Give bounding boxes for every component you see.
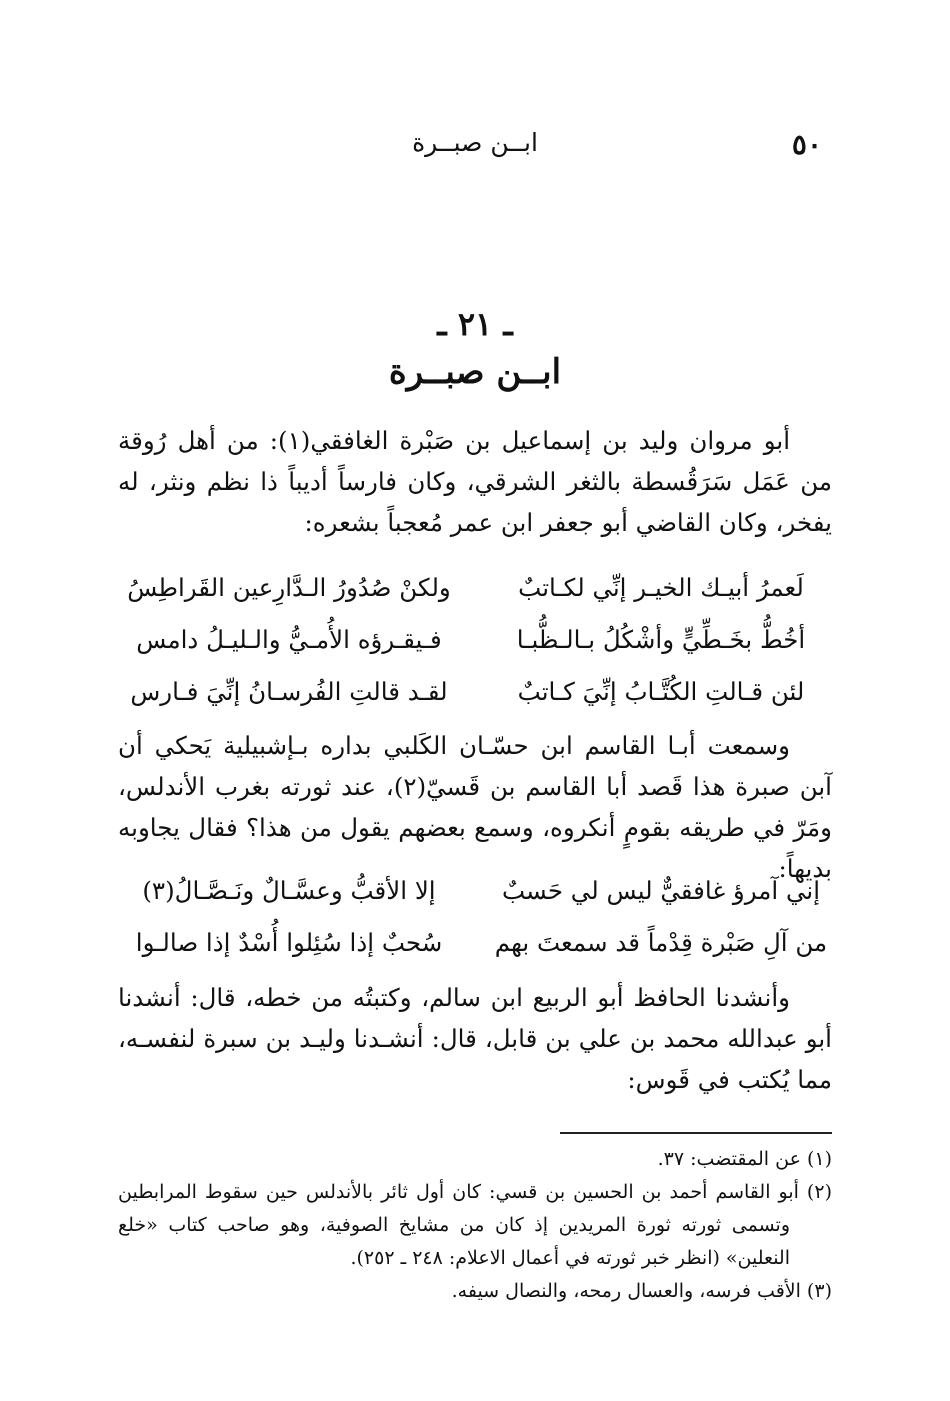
- verse-first-hemistich: من آلِ صَبْرة قِدْماً قد سمعتَ بهم: [494, 928, 828, 957]
- footnote-3: (٣) الأقب فرسه، والعسال رمحه، والنصال سيفه.: [451, 1280, 832, 1302]
- verse-second-hemistich: إلا الأقبُّ وعسَّـالٌ ونَـصَّـالُ(٣): [142, 876, 436, 905]
- paragraph-text: وسمعت أبـا القاسم ابن حسّـان الكَلبي بداره بـإشبيلية يَحكي أن آبن صبرة هذا قَصد أبا القاسم بن قَسيّ(٢)، عند ثورته بغرب الأندلس، ومَرّ في طريقه بقومٍ أنكروه، وسمع بعضهم يقول من هذا؟ فقال يجاوبه بديهاً:: [118, 731, 832, 883]
- poem-verses-second: [118, 865, 832, 969]
- verse-first-hemistich: لَعمرُ أبيـك الخيـر إنِّي لكـاتبٌ: [518, 573, 804, 602]
- chapter-number: ـ ٢١ ـ: [437, 305, 513, 343]
- verse-second-hemistich: لقـد قالتِ الفُرسـانُ إنِّيَ فـارس: [130, 677, 448, 706]
- footnote-1: (١) عن المقتضب: ٣٧.: [657, 1148, 832, 1170]
- footnote-divider: [560, 1132, 832, 1134]
- verse-first-hemistich: أخُطُّ بخَـطِّيٍّ وأشْكُلُ بـالـظُّبـا: [516, 625, 806, 654]
- paragraph-text: وأنشدنا الحافظ أبو الربيع ابن سالم، وكتبتُه من خطه، قال: أنشدنا أبو عبدالله محمد بن علي بن قابل، قال: أنشـدنا وليـد بن سبرة لنفسـه، مما يُكتب في قَوس:: [118, 983, 832, 1094]
- verse-line: [118, 917, 832, 969]
- poem-verses-first: [118, 562, 832, 718]
- footnote-2: (٢) أبو القاسم أحمد بن الحسين بن قسي: كان أول ثائر بالأندلس حين سقوط المرابطين وتسمى ثورته ثورة المريدين إذ كان من مشايخ الصوفية، وهو صاحب كتاب «خلع النعلين» (انظر خبر ثورته في أعمال الاعلام: ٢٤٨ ـ ٢٥٢).: [118, 1181, 832, 1269]
- verse-first-hemistich: إني آمرؤ غافقيٌّ ليس لي حَسبٌ: [501, 876, 821, 905]
- verse-first-hemistich: لئن قـالتِ الكُتَّـابُ إنِّيَ كـاتبٌ: [517, 677, 805, 706]
- verse-line: [118, 865, 832, 917]
- chapter-title: ابــن صبــرة: [388, 352, 562, 392]
- verse-second-hemistich: سُحبٌ إذا سُئِلوا أُسْدٌ إذا صالـوا: [135, 928, 443, 957]
- verse-second-hemistich: ولكنْ صُدُورُ الـدَّارِعين القَراطِسُ: [127, 573, 451, 602]
- running-head: [0, 128, 950, 168]
- footnotes: [118, 1143, 832, 1308]
- paragraph-closing: [118, 977, 832, 1100]
- page-number: ٥٠: [791, 128, 822, 161]
- verse-second-hemistich: فـيقـرؤه الأُمـيُّ والـليـلُ دامس: [136, 625, 442, 654]
- verse-line: [118, 666, 832, 718]
- running-title: ابــن صبــرة: [412, 128, 538, 157]
- paragraph-intro: [118, 420, 832, 543]
- verse-line: [118, 614, 832, 666]
- verse-line: [118, 562, 832, 614]
- paragraph-text: أبو مروان وليد بن إسماعيل بن صَبْرة الغافقي(١): من أهل رُوقة من عَمَل سَرَقُسطة بالثغر الشرقي، وكان فارساً أديباً ذا نظم ونثر، له يفخر، وكان القاضي أبو جعفر ابن عمر مُعجباً بشعره:: [118, 426, 832, 537]
